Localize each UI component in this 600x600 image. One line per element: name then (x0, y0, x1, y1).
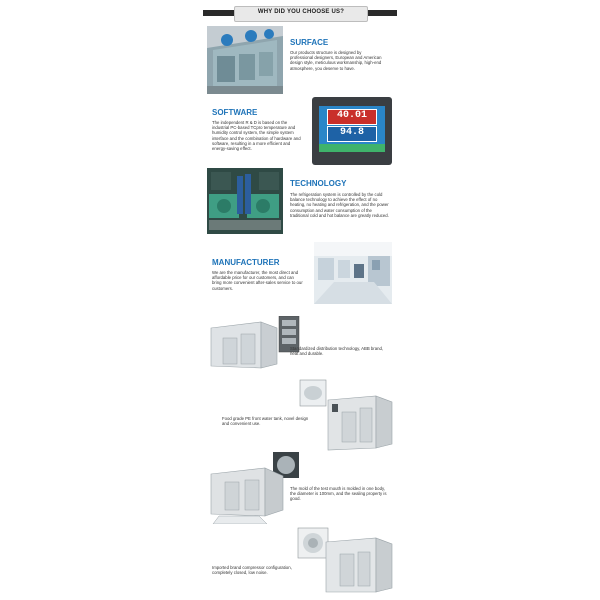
section-text-manufacturer: We are the manufacturer, the most direct and affordable price for our customers, and can bring more convenient after-sales service to our customers. (212, 270, 303, 291)
surface-image (207, 26, 283, 94)
feature-image-1 (207, 316, 301, 372)
section-text-technology: The refrigeration system is controlled by the cold balance technology to achieve the effect of no heating, no heating and refrigeration, and the power consumption and water consumption of the traditional cold and hot balance are greatly reduced. (290, 192, 389, 218)
section-text-surface: Our products structure is designed by professional designers, European and American design style, meticulous workmanship, high-end atmosphere, you deserve to have. (290, 50, 382, 71)
technology-image (207, 168, 283, 234)
factory-image (314, 242, 392, 304)
feature-image-2 (298, 378, 394, 454)
section-text-software: The independent R & D is based on the industrial PC-based TCpro temperature and humidity control system, the simple system interface and the combination of hardware and software, resulting in a more efficient and energy-saving effect. (212, 120, 301, 152)
feature-text-3: The mold of the test mouth is molded in one body, the diameter is 100mm, and the sealing property is good. (290, 486, 387, 502)
software-screen-image (312, 97, 392, 165)
section-heading-surface: SURFACE (290, 38, 329, 47)
screen-readout-1: 40.01 (336, 110, 367, 121)
feature-image-3 (207, 452, 301, 524)
section-title: WHY DID YOU CHOOSE US? (257, 9, 345, 15)
screen-readout-2: 94.8 (339, 127, 364, 138)
section-heading-technology: TECHNOLOGY (290, 179, 347, 188)
feature-text-4: Imported brand compressor configuration, completely closed, low noise. (212, 565, 292, 576)
feature-image-4 (296, 526, 394, 596)
section-heading-manufacturer: MANUFACTURER (212, 258, 280, 267)
feature-text-2: Food grade PE front water tank, novel design and convenient use. (222, 416, 309, 427)
feature-text-1: Standardized distribution technology, ABB brand, neat and durable. (290, 346, 384, 357)
section-heading-software: SOFTWARE (212, 108, 258, 117)
